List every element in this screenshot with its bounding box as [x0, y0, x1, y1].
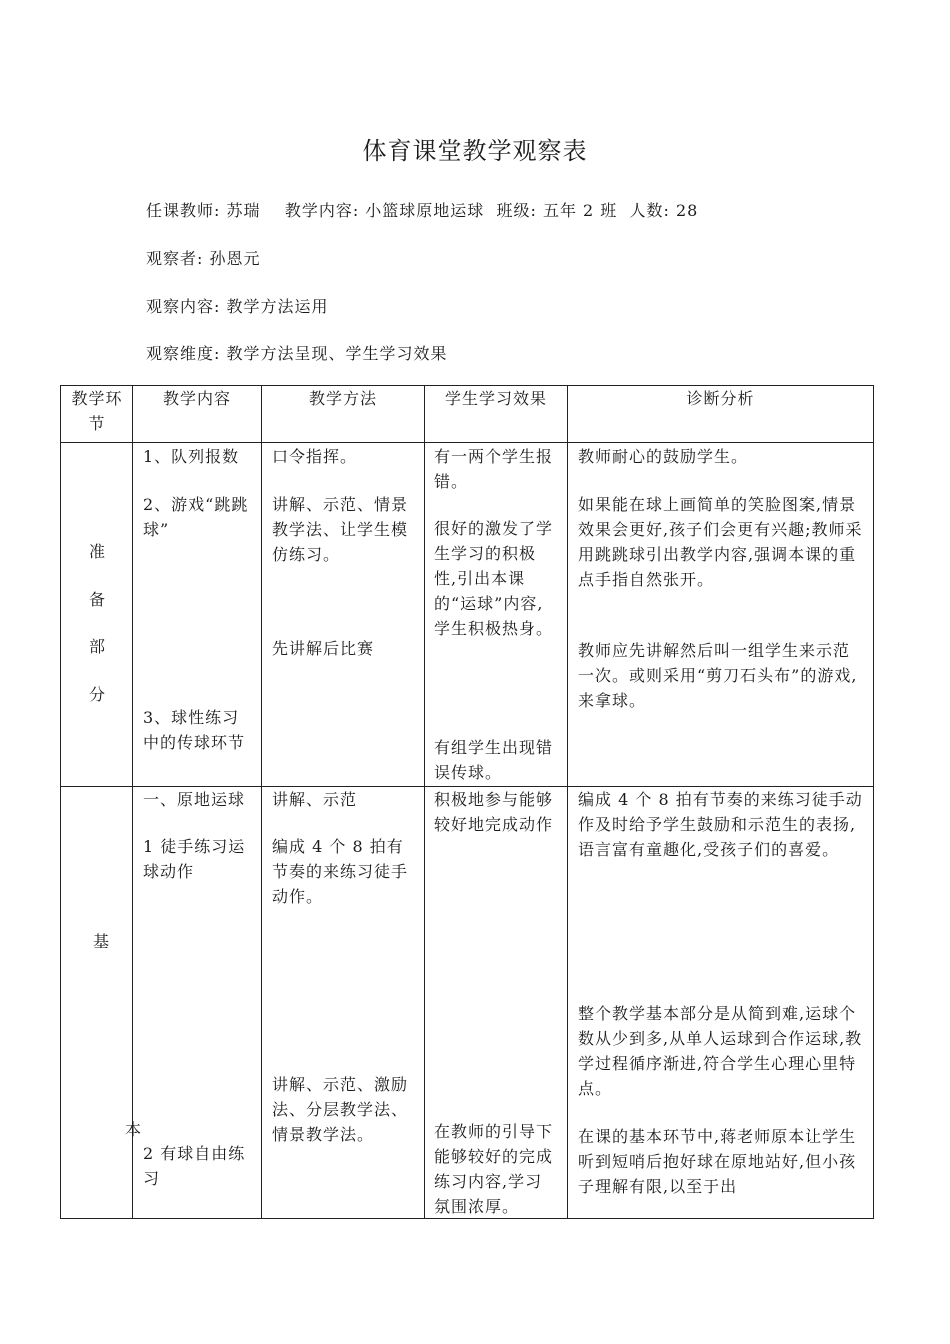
basic-content-item: 2 有球自由练习 [143, 1144, 246, 1188]
prep-method-item: 讲解、示范、情景教学法、让学生模仿练习。 [272, 495, 409, 564]
prep-content-item: 3、球性练习中的传球环节 [143, 708, 246, 752]
basic-method-item: 讲解、示范 [272, 790, 358, 809]
prep-effect-item: 有一两个学生报错。 [434, 447, 554, 491]
observation-dimension-line: 观察维度: 教学方法呈现、学生学习效果 [146, 344, 448, 363]
prep-effect-item: 很好的激发了学生学习的积极性,引出本课的“运球”内容,学生积极热身。 [434, 519, 554, 638]
header-stage: 教学环节 [71, 389, 123, 433]
prep-analysis-item: 教师应先讲解然后叫一组学生来示范一次。或则采用“剪刀石头布”的游戏,来拿球。 [578, 641, 858, 710]
observer-line: 观察者: 孙恩元 [146, 249, 261, 268]
prep-method-item: 先讲解后比赛 [272, 639, 375, 658]
basic-analysis-item: 编成 4 个 8 拍有节奏的来练习徒手动作及时给予学生鼓励和示范生的表扬,语言富有童趣化,受孩子们的喜爱。 [578, 790, 863, 859]
basic-effect-item: 在教师的引导下能够较好的完成练习内容,学习氛围浓厚。 [434, 1122, 554, 1216]
basic-effect-item: 积极地参与能够较好地完成动作 [434, 790, 554, 834]
table-col-divider [261, 386, 262, 1218]
header-analysis: 诊断分析 [686, 389, 755, 408]
table-col-divider [132, 386, 133, 1218]
prep-analysis-item: 如果能在球上画简单的笑脸图案,情景效果会更好,孩子们会更有兴趣;教师采用跳跳球引出教学内容,强调本课的重点手指自然张开。 [578, 495, 863, 589]
observation-table [60, 385, 874, 1219]
prep-effect-item: 有组学生出现错误传球。 [434, 738, 554, 782]
prep-method-item: 口令指挥。 [272, 447, 358, 466]
prep-content-item: 2、游戏“跳跳球” [143, 495, 249, 539]
header-content: 教学内容 [162, 389, 231, 408]
table-row-divider [61, 442, 873, 443]
basic-analysis-item: 整个教学基本部分是从简到难,运球个数从少到多,从单人运球到合作运球,教学过程循序渐进,符合学生心理心里特点。 [578, 1004, 863, 1098]
basic-stage-char: 本 [125, 1120, 143, 1139]
prep-stage-char: 部 [89, 637, 107, 656]
basic-method-item: 讲解、示范、激励法、分层教学法、情景教学法。 [272, 1075, 409, 1144]
teacher-info-line: 任课教师: 苏瑞 教学内容: 小篮球原地运球 班级: 五年 2 班 人数: 28 [146, 201, 699, 220]
page-title: 体育课堂教学观察表 [362, 137, 588, 165]
prep-stage-char: 准 [89, 542, 107, 561]
prep-stage-char: 备 [89, 590, 107, 609]
observation-content-line: 观察内容: 教学方法运用 [146, 297, 329, 316]
basic-stage-char: 基 [93, 932, 111, 951]
header-method: 教学方法 [308, 389, 377, 408]
header-effect: 学生学习效果 [444, 389, 547, 408]
basic-analysis-item: 在课的基本环节中,蒋老师原本让学生听到短哨后抱好球在原地站好,但小孩子理解有限,以至于出 [578, 1127, 857, 1196]
basic-method-item: 编成 4 个 8 拍有节奏的来练习徒手动作。 [272, 837, 409, 906]
basic-content-item: 一、原地运球 [143, 790, 246, 809]
table-col-divider [567, 386, 568, 1218]
prep-stage-char: 分 [89, 685, 107, 704]
basic-content-item: 1 徒手练习运球动作 [143, 837, 246, 881]
prep-content-item: 1、队列报数 [143, 447, 240, 466]
table-col-divider [424, 386, 425, 1218]
prep-analysis-item: 教师耐心的鼓励学生。 [578, 447, 749, 466]
